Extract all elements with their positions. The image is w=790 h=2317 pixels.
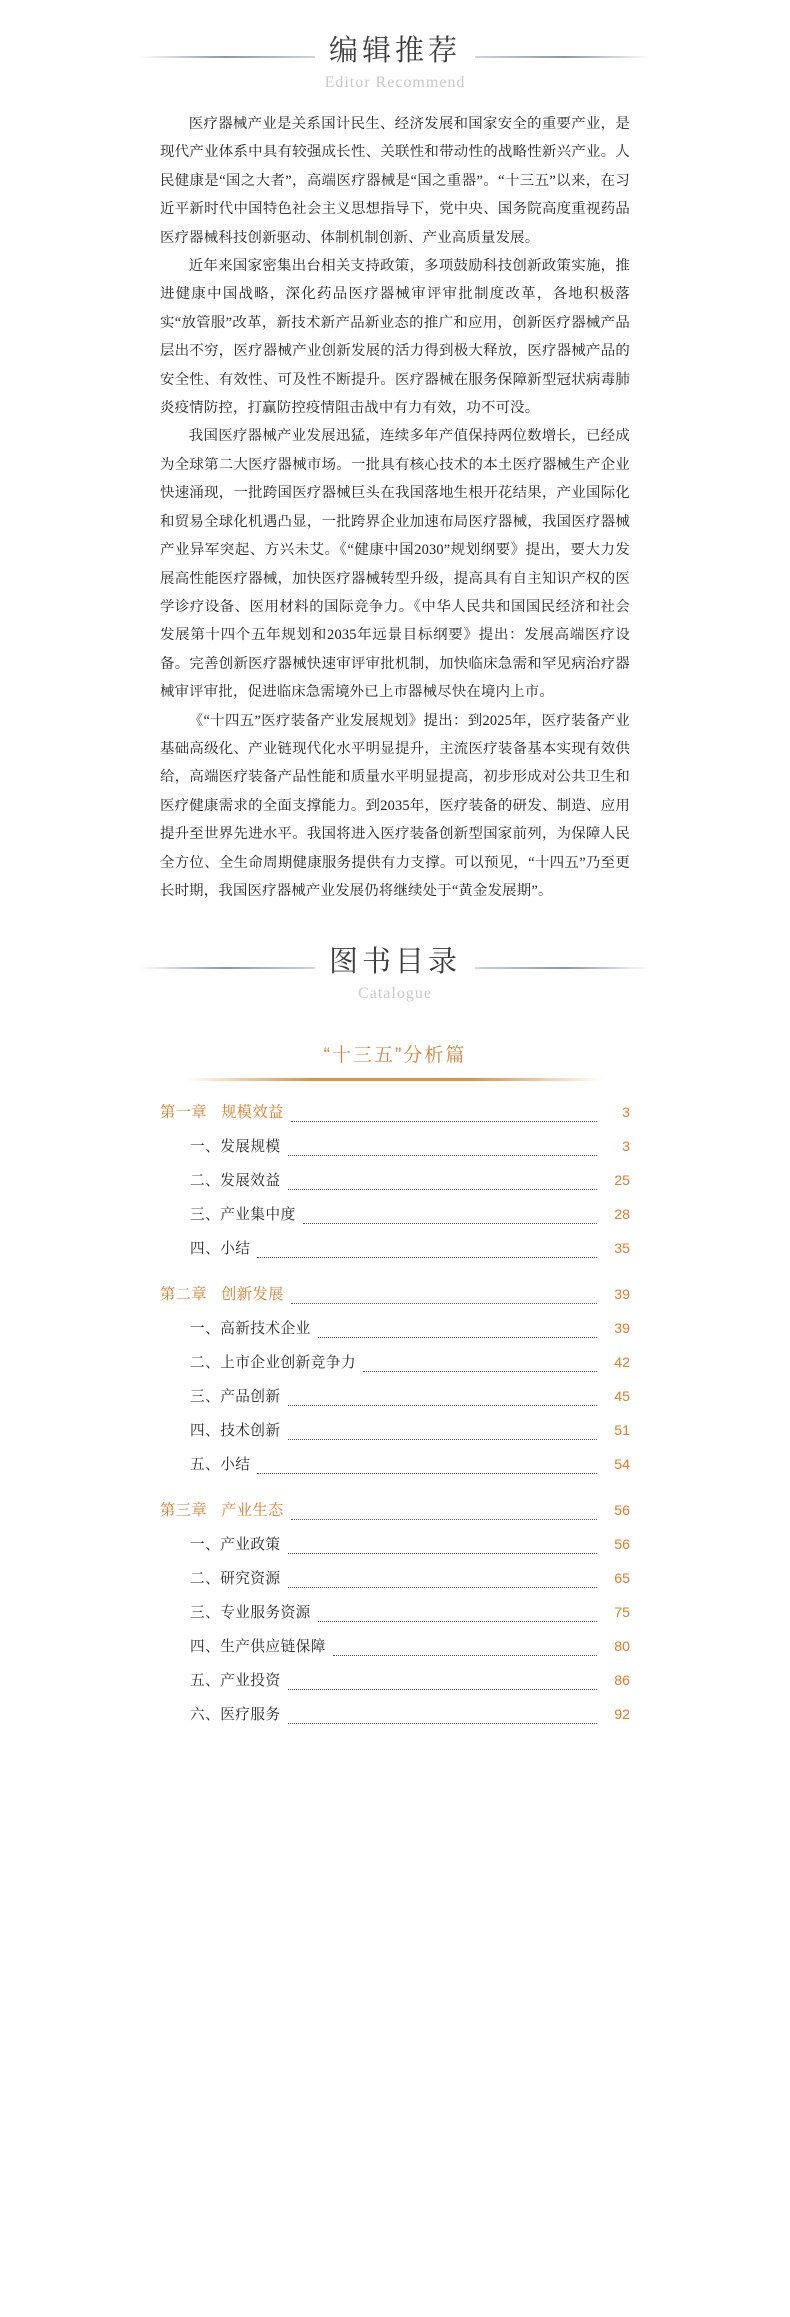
toc-section-page: 25 [614, 1173, 630, 1190]
toc-leader [288, 1188, 597, 1190]
catalogue-heading [115, 905, 675, 1009]
toc-section-row[interactable] [160, 1665, 630, 1697]
paragraph-4: 《“十四五”医疗装备产业发展规划》提出：到2025年，医疗装备产业基础高级化、产业链现代化水平明显提升，主流医疗装备基本实现有效供给，高端医疗装备产品性能和质量水平明显提高，初步形成对公共卫生和医疗健康需求的全面支撑能力。到2035年，医疗装备的研发、制造、应用提升至世界先进水平。我国将进入医疗装备创新型国家前列，为保障人民全方位、全生命周期健康服务提供有力支撑。可以预见，“十四五”乃至更长时期，我国医疗器械产业发展仍将继续处于“黄金发展期”。 [160, 712, 630, 899]
toc-section-page: 54 [614, 1457, 630, 1474]
toc-leader [333, 1654, 597, 1656]
toc-section-page: 80 [614, 1639, 630, 1656]
toc-section-page: 45 [614, 1389, 630, 1406]
toc-section-label: 五、小结 [190, 1457, 251, 1474]
toc-leader [288, 1688, 597, 1690]
toc-section-page: 28 [614, 1207, 630, 1224]
toc-section-label: 四、技术创新 [190, 1423, 281, 1440]
toc-chapter-page: 39 [614, 1287, 630, 1304]
toc-chapter-row[interactable] [160, 1495, 630, 1527]
toc-leader [291, 1120, 597, 1122]
catalogue-title-group [115, 945, 675, 1003]
toc-section-label: 二、上市企业创新竞争力 [190, 1355, 357, 1372]
toc-leader [288, 1438, 597, 1440]
page-subtitle-editor-recommend: Editor Recommend [324, 74, 466, 91]
paragraph-1: 医疗器械产业是关系国计民生、经济发展和国家安全的重要产业，是现代产业体系中具有较强成长性、关联性和带动性的战略性新兴产业。人民健康是“国之大者”，高端医疗器械是“国之重器”。“十三五”以来，在习近平新时代中国特色社会主义思想指导下，党中央、国务院高度重视药品医疗器械科技创新驱动、体制机制创新、产业高质量发展。 [160, 116, 630, 246]
toc-group-chapter-3 [160, 1495, 630, 1731]
toc-leader [291, 1302, 597, 1304]
toc-section-label: 四、小结 [190, 1241, 251, 1258]
toc-chapter-page: 3 [622, 1105, 630, 1122]
toc-group-chapter-2 [160, 1279, 630, 1481]
editor-recommend-body [160, 110, 630, 905]
toc-leader [288, 1404, 597, 1406]
toc-chapter-name: 创新发展 [221, 1286, 284, 1304]
table-of-contents [160, 1097, 630, 1731]
toc-chapter-row[interactable] [160, 1097, 630, 1129]
page-title-editor-recommend: 编辑推荐 [315, 34, 475, 68]
toc-section-page: 35 [614, 1241, 630, 1258]
toc-section-label: 三、产业集中度 [190, 1207, 296, 1224]
toc-section-label: 二、发展效益 [190, 1173, 281, 1190]
toc-section-page: 3 [622, 1139, 630, 1156]
toc-section-row[interactable] [160, 1347, 630, 1379]
toc-leader [318, 1620, 597, 1622]
toc-section-page: 39 [614, 1321, 630, 1338]
part-title: “十三五”分析篇 [323, 1045, 467, 1067]
toc-section-label: 一、发展规模 [190, 1139, 281, 1156]
toc-section-row[interactable] [160, 1165, 630, 1197]
toc-leader [257, 1472, 597, 1474]
toc-section-row[interactable] [160, 1415, 630, 1447]
toc-section-row[interactable] [160, 1313, 630, 1345]
catalogue-part-heading [160, 1043, 630, 1081]
toc-section-row[interactable] [160, 1699, 630, 1731]
toc-section-row[interactable] [160, 1233, 630, 1265]
toc-section-page: 92 [614, 1707, 630, 1724]
toc-section-label: 五、产业投资 [190, 1673, 281, 1690]
toc-section-page: 51 [614, 1423, 630, 1440]
toc-section-page: 65 [614, 1571, 630, 1588]
toc-section-row[interactable] [160, 1381, 630, 1413]
page-title-catalogue: 图书目录 [315, 945, 475, 979]
toc-leader [318, 1336, 597, 1338]
toc-leader [291, 1518, 597, 1520]
toc-section-row[interactable] [160, 1529, 630, 1561]
toc-leader [288, 1154, 597, 1156]
toc-chapter-number: 第二章 [160, 1286, 208, 1304]
toc-section-page: 56 [614, 1537, 630, 1554]
toc-leader [288, 1722, 597, 1724]
toc-section-row[interactable] [160, 1631, 630, 1663]
toc-section-page: 86 [614, 1673, 630, 1690]
toc-chapter-name: 规模效益 [221, 1104, 284, 1122]
toc-section-row[interactable] [160, 1131, 630, 1163]
toc-section-row[interactable] [160, 1199, 630, 1231]
paragraph-3: 我国医疗器械产业发展迅猛，连续多年产值保持两位数增长，已经成为全球第二大医疗器械市场。一批具有核心技术的本土医疗器械生产企业快速涌现，一批跨国医疗器械巨头在我国落地生根开花结果，产业国际化和贸易全球化机遇凸显，一批跨界企业加速布局医疗器械，我国医疗器械产业异军突起、方兴未艾。《“健康中国2030”规划纲要》提出，要大力发展高性能医疗器械，加快医疗器械转型升级，提高具有自主知识产权的医学诊疗设备、医用材料的国际竞争力。《中华人民共和国国民经济和社会发展第十四个五年规划和2035年远景目标纲要》提出：发展高端医疗设备。完善创新医疗器械快速审评审批机制，加快临床急需和罕见病治疗器械审评审批，促进临床急需境外已上市器械尽快在境内上市。 [160, 428, 630, 701]
part-underline [185, 1078, 605, 1081]
toc-group-chapter-1 [160, 1097, 630, 1265]
toc-section-row[interactable] [160, 1597, 630, 1629]
toc-leader [288, 1552, 597, 1554]
editor-recommend-heading [115, 0, 675, 96]
toc-section-label: 三、产品创新 [190, 1389, 281, 1406]
toc-leader [288, 1586, 597, 1588]
toc-section-page: 75 [614, 1605, 630, 1622]
toc-chapter-number: 第一章 [160, 1104, 208, 1122]
toc-section-row[interactable] [160, 1449, 630, 1481]
toc-section-label: 六、医疗服务 [190, 1707, 281, 1724]
toc-chapter-row[interactable] [160, 1279, 630, 1311]
toc-leader [303, 1222, 597, 1224]
toc-section-label: 四、生产供应链保障 [190, 1639, 326, 1656]
toc-section-label: 一、高新技术企业 [190, 1321, 311, 1338]
toc-leader [257, 1256, 597, 1258]
toc-chapter-label [160, 1279, 284, 1311]
toc-chapter-label [160, 1097, 284, 1129]
toc-chapter-number: 第三章 [160, 1502, 208, 1520]
toc-section-label: 二、研究资源 [190, 1571, 281, 1588]
toc-chapter-name: 产业生态 [221, 1502, 284, 1520]
toc-section-label: 三、专业服务资源 [190, 1605, 311, 1622]
toc-section-page: 42 [614, 1355, 630, 1372]
paragraph-2: 近年来国家密集出台相关支持政策，多项鼓励科技创新政策实施，推进健康中国战略，深化药品医疗器械审评审批制度改革，各地积极落实“放管服”改革，新技术新产品新业态的推广和应用，创新医疗器械产品层出不穷，医疗器械产业创新发展的活力得到极大释放，医疗器械产品的安全性、有效性、可及性不断提升。医疗器械在服务保障新型冠状病毒肺炎疫情防控，打赢防控疫情阻击战中有力有效，功不可没。 [160, 258, 630, 417]
toc-section-label: 一、产业政策 [190, 1537, 281, 1554]
editor-recommend-title-group [115, 34, 675, 92]
toc-chapter-page: 56 [614, 1503, 630, 1520]
toc-chapter-label [160, 1495, 284, 1527]
page-subtitle-catalogue: Catalogue [358, 985, 432, 1003]
toc-leader [363, 1370, 597, 1372]
bottom-spacer [0, 1735, 790, 1795]
toc-section-row[interactable] [160, 1563, 630, 1595]
